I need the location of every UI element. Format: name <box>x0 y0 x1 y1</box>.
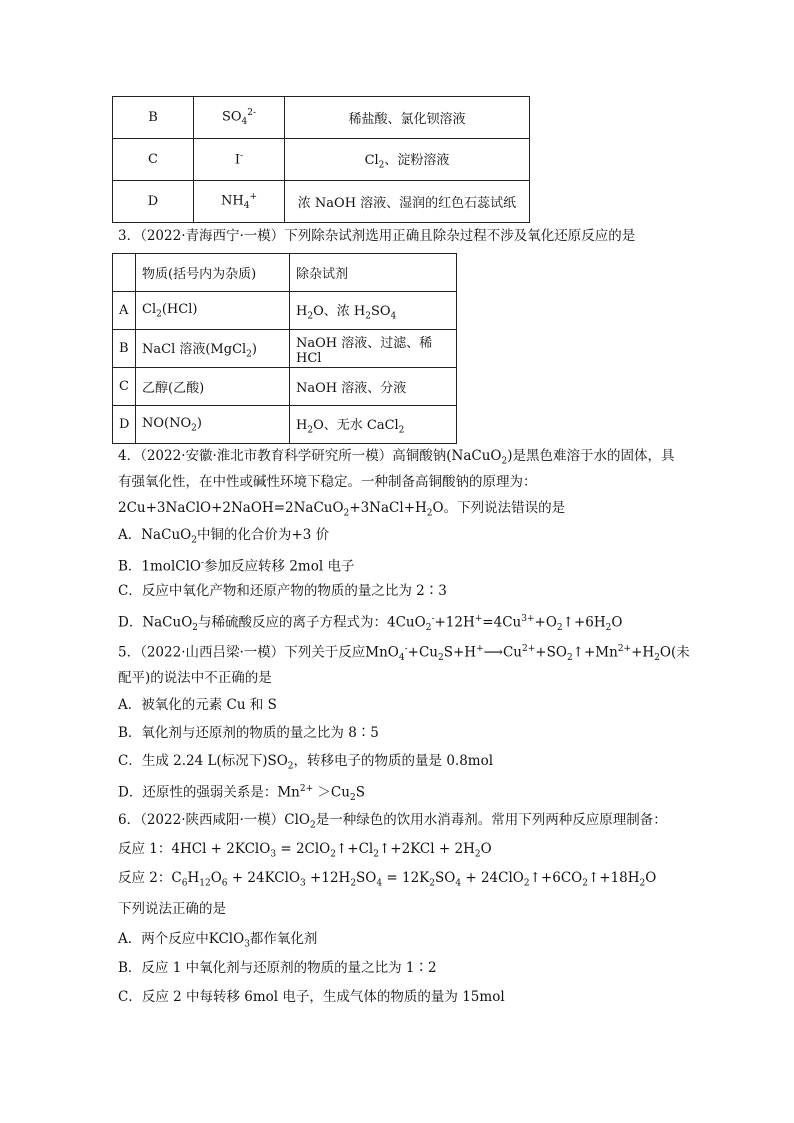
ion-test-table <box>112 96 530 223</box>
table-row <box>113 139 530 181</box>
row-label: D <box>113 181 194 223</box>
question-5-option-c: C．生成 2.24 L(标况下)$SO_2$，转移电子的物质的量是 0.8mol <box>118 753 494 772</box>
ion-cell: I- <box>194 139 285 181</box>
question-5-stem-continued: 配平)的说法中不正确的是 <box>118 670 272 686</box>
question-6-stem: 6．（2022·陕西咸阳·一模）ClO$_2$是一种绿色的饮用水消毒剂。常用下列两种反应原理制备： <box>118 812 667 831</box>
purification-table <box>112 253 457 444</box>
question-4-option-b: B．1molClO-参加反应转移 2mol 电子 <box>118 558 355 575</box>
ion-cell: $SO_4^{2-}$ <box>194 97 285 139</box>
substance-cell: NaCl 溶液(MgCl$_2$) <box>136 330 290 368</box>
substance-cell: $NO(NO_2)$ <box>136 406 290 444</box>
reagent-cell: $H_2O$、浓 $H_2SO_4$ <box>290 292 457 330</box>
table-row <box>113 181 530 223</box>
header-cell: 除杂试剂 <box>290 254 457 292</box>
table-row <box>113 97 530 139</box>
question-4-stem: 4．（2022·安徽·淮北市教育科学研究所一模）高铜酸钠(NaCuO$_2$)是黑色难溶于水的固体，具 <box>118 448 675 467</box>
question-4-option-d: D．NaCuO$_2$与稀硫酸反应的离子方程式为：$4CuO_2^-+12H^+=4Cu^{3+}+O_2↑+6H_2O$ <box>118 614 623 634</box>
question-6-option-c: C．反应 2 中每转移 6mol 电子，生成气体的物质的量为 15mol <box>118 989 505 1005</box>
reagent-cell: 浓 NaOH 溶液、湿润的红色石蕊试纸 <box>285 181 530 223</box>
question-5-option-d: D．还原性的强弱关系是：$Mn^{2+} >Cu_2S$ <box>118 784 365 804</box>
table-row <box>113 368 457 406</box>
row-label: B <box>113 97 194 139</box>
question-4-stem-continued: 有强氧化性，在中性或碱性环境下稳定。一种制备高铜酸钠的原理为： <box>118 474 537 490</box>
question-3-stem: 3．（2022·青海西宁·一模）下列除杂试剂选用正确且除杂过程不涉及氧化还原反应的是 <box>118 228 636 244</box>
row-label: A <box>113 292 136 330</box>
question-6-reaction-1: 反应 1：4HCl + 2KClO$_3$ = $2ClO_2↑+Cl_2↑+2KCl + 2H_2O$ <box>118 841 492 860</box>
table-row <box>113 330 457 368</box>
reagent-cell: $H_2O$、无水 CaCl$_2$ <box>290 406 457 444</box>
question-5-option-a: A．被氧化的元素 Cu 和 S <box>118 697 277 713</box>
ion-cell: $NH_4^+$ <box>194 181 285 223</box>
question-5-option-b: B．氧化剂与还原剂的物质的量之比为 8∶5 <box>118 725 379 741</box>
table-row <box>113 406 457 444</box>
question-6-option-a: A．两个反应中KClO$_3$都作氧化剂 <box>118 931 318 950</box>
question-4-option-c: C．反应中氧化产物和还原产物的物质的量之比为 2∶3 <box>118 583 447 599</box>
table-header-row <box>113 254 457 292</box>
reagent-cell: 稀盐酸、氯化钡溶液 <box>285 97 530 139</box>
question-6-option-b: B．反应 1 中氧化剂与还原剂的物质的量之比为 1∶2 <box>118 960 437 976</box>
reagent-cell: $Cl_2$、淀粉溶液 <box>285 139 530 181</box>
table-row <box>113 292 457 330</box>
question-5-stem: 5．（2022·山西吕梁·一模）下列关于反应$MnO_4^-+Cu_2S+H^+⟶Cu^{2+}+SO_2↑+Mn^{2+}+H_2O$(未 <box>118 644 690 664</box>
question-6-reaction-2: 反应 2：$C_6H_{12}O_6$ + 24KClO$_3$ $+12H_2SO_4 = 12K_2SO_4$ + $24ClO_2↑+6CO_2↑+18H_2O$ <box>118 870 657 889</box>
row-label: C <box>113 139 194 181</box>
row-label: D <box>113 406 136 444</box>
substance-cell: $Cl_2(HCl)$ <box>136 292 290 330</box>
substance-cell: 乙醇(乙酸) <box>136 368 290 406</box>
row-label: C <box>113 368 136 406</box>
question-4-equation: $2Cu+3NaClO+2NaOH=2NaCuO_2+3NaCl+H_2O$。下列说法错误的是 <box>118 500 566 519</box>
row-label: B <box>113 330 136 368</box>
question-4-option-a: A．NaCuO$_2$中铜的化合价为+3 价 <box>118 527 330 546</box>
header-cell: 物质(括号内为杂质) <box>136 254 290 292</box>
question-6-prompt: 下列说法正确的是 <box>118 901 226 917</box>
header-cell <box>113 254 136 292</box>
reagent-cell: NaOH 溶液、过滤、稀 HCl <box>290 330 457 368</box>
reagent-cell: NaOH 溶液、分液 <box>290 368 457 406</box>
